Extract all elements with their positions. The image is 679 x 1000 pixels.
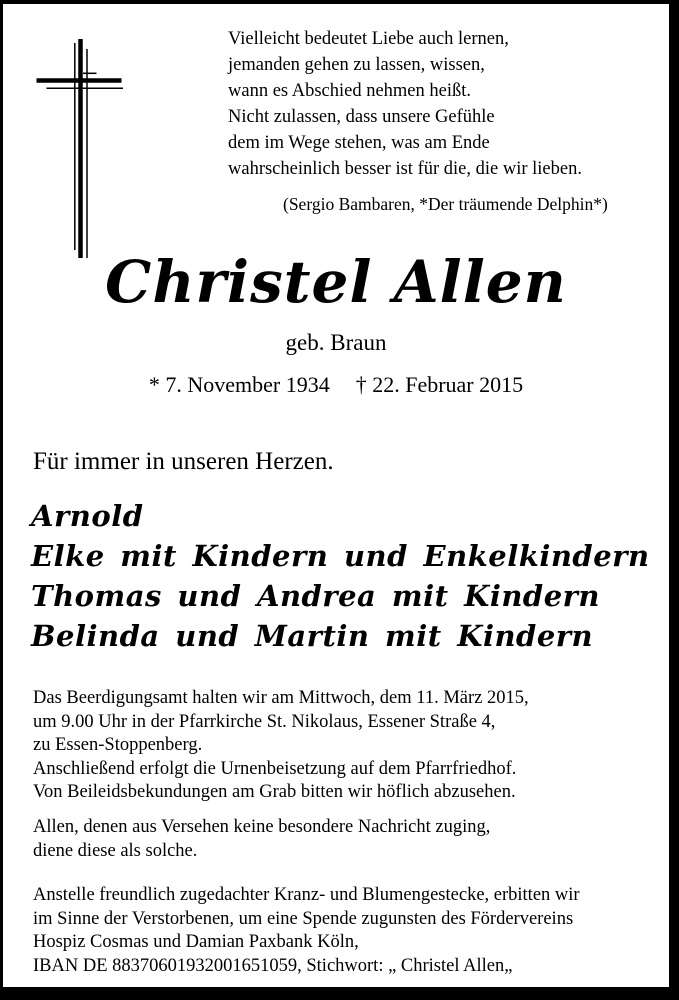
donation-note (33, 884, 663, 978)
text-line: Belinda und Martin mit Kindern (31, 619, 594, 653)
life-dates (3, 372, 669, 398)
text-line: IBAN DE 88370601932001651059, Stichwort: „ Christel Allen„ (33, 955, 513, 976)
frame-border-top (0, 0, 679, 4)
death-date: † 22. Februar 2015 (355, 372, 524, 397)
quote-text (228, 26, 658, 182)
text-line: diene diese als solche. (33, 840, 198, 861)
text-line: Nicht zulassen, dass unsere Gefühle (228, 107, 495, 127)
frame-border-bottom (0, 987, 679, 1000)
maiden-name: geb. Braun (285, 330, 387, 355)
farewell-line: Für immer in unseren Herzen. (33, 448, 334, 475)
frame-border-left (0, 0, 3, 1000)
text-line: jemanden gehen zu lassen, wissen, (228, 55, 485, 75)
mourners-list (31, 496, 650, 656)
frame-border-right (669, 0, 679, 1000)
text-line: Allen, denen aus Versehen keine besondere Nachricht zuging, (33, 817, 491, 837)
text-line: zu Essen-Stoppenberg. (33, 735, 203, 755)
notice-note (33, 816, 663, 863)
text-line: Von Beileidsbekundungen am Grab bitten wir höflich abzusehen. (33, 782, 516, 802)
text-line: Elke mit Kindern und Enkelkindern (31, 539, 650, 573)
memorial-cross-icon (24, 28, 134, 268)
quote-block (228, 26, 658, 217)
text-line: wann es Abschied nehmen heißt. (228, 81, 472, 101)
funeral-details (33, 687, 663, 805)
birth-date: * 7. November 1934 (148, 372, 330, 397)
text-line: Thomas und Andrea mit Kindern (31, 579, 601, 613)
text-line: Anstelle freundlich zugedachter Kranz- und Blumengestecke, erbitten wir (33, 885, 580, 905)
deceased-name: Christel Allen (105, 248, 567, 316)
text-line: wahrscheinlich besser ist für die, die wir lieben. (228, 159, 582, 179)
text-line: Anschließend erfolgt die Urnenbeisetzung auf dem Pfarrfriedhof. (33, 758, 517, 779)
text-line: um 9.00 Uhr in der Pfarrkirche St. Nikolaus, Essener Straße 4, (33, 711, 496, 732)
text-line: Arnold (31, 499, 144, 533)
text-line: Hospiz Cosmas und Damian Paxbank Köln, (33, 932, 359, 952)
text-line: im Sinne der Verstorbenen, um eine Spende zugunsten des Fördervereins (33, 908, 574, 929)
text-line: Das Beerdigungsamt halten wir am Mittwoch, dem 11. März 2015, (33, 688, 529, 708)
text-line: Vielleicht bedeutet Liebe auch lernen, (228, 29, 509, 49)
text-line: dem im Wege stehen, was am Ende (228, 133, 490, 153)
quote-attribution: (Sergio Bambaren, *Der träumende Delphin*) (283, 194, 608, 214)
